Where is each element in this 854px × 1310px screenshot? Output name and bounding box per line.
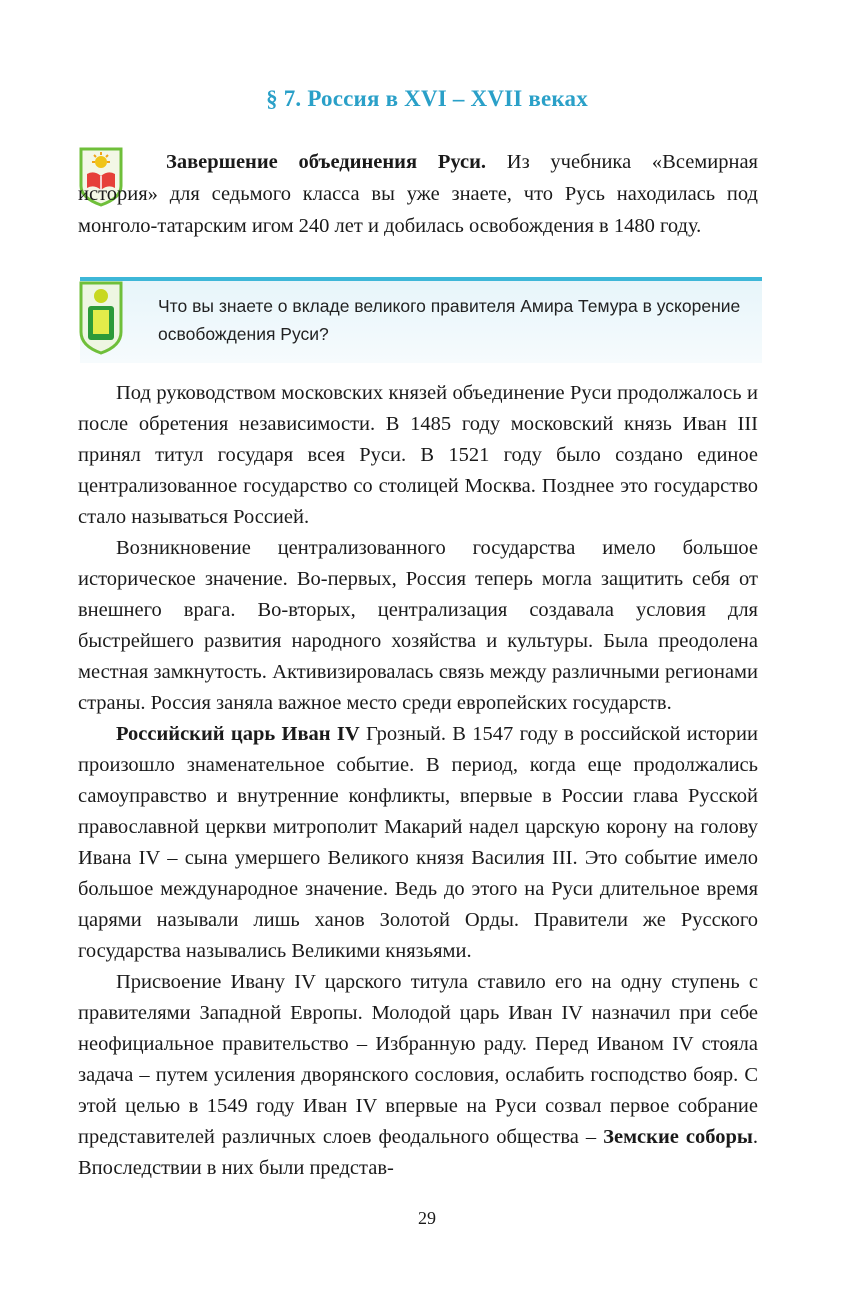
intro-text: Из учебника «Всемирная история» для седьмого класса вы уже знаете, что Русь находилась под монголо-татарским игом 240 лет и добилась освобождения в 1480 году.	[78, 151, 758, 237]
page-number: 29	[418, 1208, 436, 1228]
main-text	[78, 378, 758, 1184]
paragraph-3	[78, 719, 758, 967]
paragraph-4-end: . Впоследствии в них были представ-	[78, 1126, 758, 1179]
paragraph-4	[78, 967, 758, 1184]
section-heading: § 7. Россия в XVI – XVII веках	[266, 86, 588, 111]
paragraph-1: Под руководством московских князей объединение Руси продолжалось и после обретения независимости. В 1485 году московский князь Иван III принял титул государя всея Руси. В 1521 году было создано единое централизованное государство со столицей Москва. Позднее это государство стало называться Россией.	[78, 382, 758, 528]
paragraph-4-text: Присвоение Ивану IV царского титула ставило его на одну ступень с правителями Западной Европы. Молодой царь Иван IV назначил при себе неофициальное правительство – Избранную раду. Перед Иваном IV стояла задача – путем усиления дворянского сословия, ослабить господство бояр. С этой целью в 1549 году Иван IV впервые на Руси созвал первое собрание представителей различных слоев феодального общества –	[78, 971, 758, 1148]
paragraph-3-text: Грозный. В 1547 году в российской истории произошло знаменательное событие. В период, когда еще продолжались самоуправство и внутренние конфликты, впервые в России глава Русской православной церкви митрополит Макарий надел царскую корону на голову Ивана IV – сына умершего Великого князя Василия III. Это событие имело большое международное значение. Ведь до этого на Руси длительное время царями называли лишь ханов Золотой Орды. Правители же Русского государства назывались Великими князьями.	[78, 723, 759, 962]
question-person-icon	[78, 280, 124, 356]
question-text: Что вы знаете о вкладе великого правителя Амира Темура в ускорение освобождения Руси?	[158, 296, 741, 344]
intro-paragraph	[78, 146, 758, 242]
paragraph-3-heading: Российский царь Иван IV	[116, 723, 360, 745]
intro-heading: Завершение объединения Руси.	[166, 151, 487, 173]
paragraph-2: Возникновение централизованного государства имело большое историческое значение. Во-первых, Россия теперь могла защитить себя от внешнего врага. Во-вторых, централизация создавала условия для быстрейшего развития народного хозяйства и культуры. Была преодолена местная замкнутость. Активизировалась связь между различными регионами страны. Россия заняла важное место среди европейских государств.	[78, 537, 758, 714]
paragraph-4-term: Земские соборы	[603, 1126, 753, 1148]
